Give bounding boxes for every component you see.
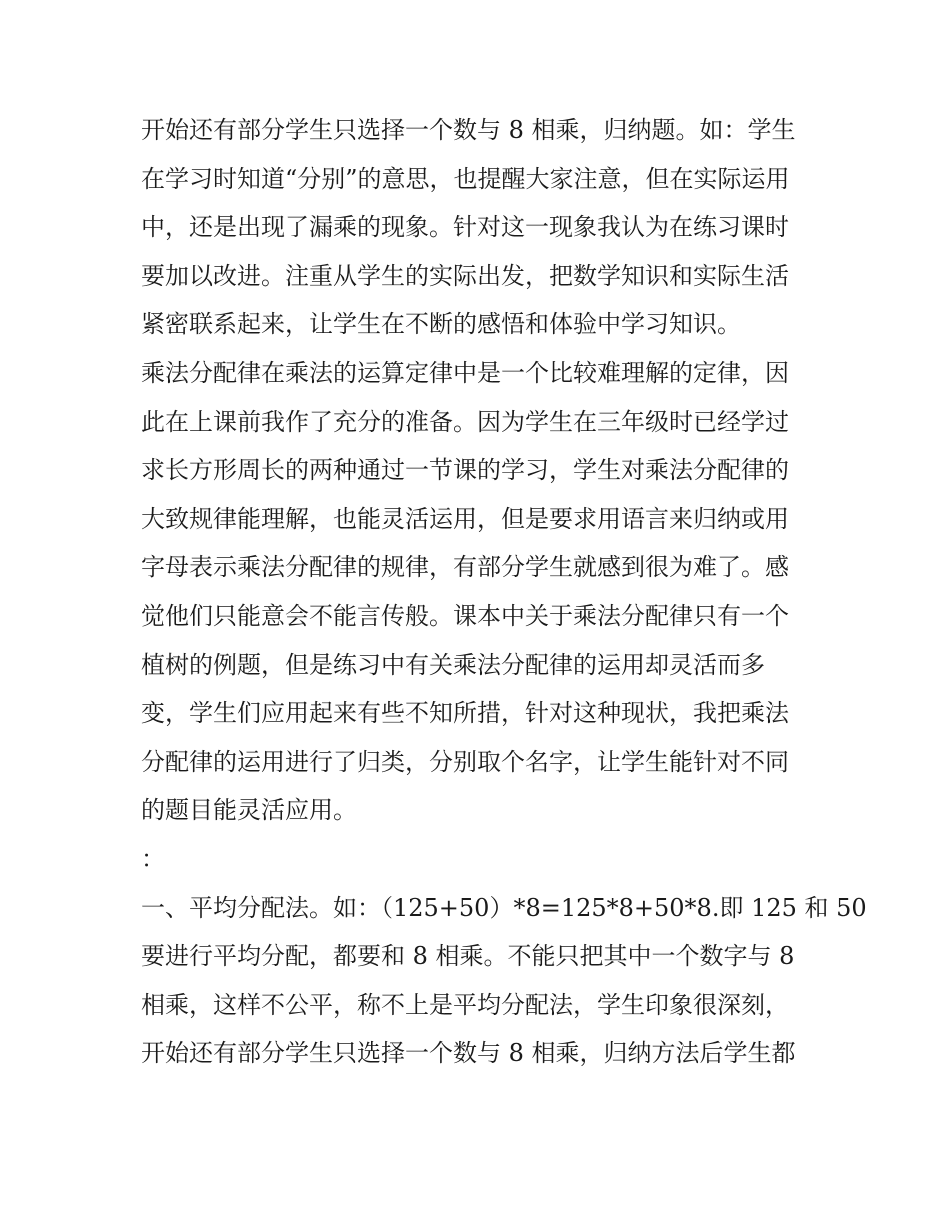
text-line: 紧密联系起来，让学生在不断的感悟和体验中学习知识。 <box>141 310 741 339</box>
text-line: 要进行平均分配，都要和 8 相乘。不能只把其中一个数字与 8 <box>141 942 795 971</box>
text-line: 求长方形周长的两种通过一节课的学习，学生对乘法分配律的 <box>141 456 789 485</box>
text-line: 字母表示乘法分配律的规律，有部分学生就感到很为难了。感 <box>141 553 789 582</box>
text-line: 相乘，这样不公平，称不上是平均分配法，学生印象很深刻， <box>141 990 789 1019</box>
text-line: 开始还有部分学生只选择一个数与 8 相乘，归纳方法后学生都 <box>141 1039 796 1068</box>
text-line: 在学习时知道“分别”的意思，也提醒大家注意，但在实际运用 <box>141 164 790 193</box>
text-line: 中，还是出现了漏乘的现象。针对这一现象我认为在练习课时 <box>141 213 789 242</box>
text-line: 觉他们只能意会不能言传般。课本中关于乘法分配律只有一个 <box>141 601 789 630</box>
text-line: 分配律的运用进行了归类，分别取个名字，让学生能针对不同 <box>141 747 789 776</box>
text-line: 此在上课前我作了充分的准备。因为学生在三年级时已经学过 <box>141 407 789 436</box>
text-line: 要加以改进。注重从学生的实际出发，把数学知识和实际生活 <box>141 261 789 290</box>
text-line: 乘法分配律在乘法的运算定律中是一个比较难理解的定律，因 <box>141 358 789 387</box>
text-line: 大致规律能理解，也能灵活运用，但是要求用语言来归纳或用 <box>141 504 789 533</box>
text-line: 植树的例题，但是练习中有关乘法分配律的运用却灵活而多 <box>141 650 765 679</box>
text-line: 开始还有部分学生只选择一个数与 8 相乘，归纳题。如：学生 <box>141 116 796 144</box>
text-line: 变，学生们应用起来有些不知所措，针对这种现状，我把乘法 <box>141 699 789 728</box>
section-marker: ： <box>141 844 165 873</box>
document-body <box>141 106 867 1078</box>
text-line: 的题目能灵活应用。 <box>141 796 357 825</box>
text-line: 一、平均分配法。如：（125+50）*8=125*8+50*8.即 125 和 50 <box>141 893 867 922</box>
